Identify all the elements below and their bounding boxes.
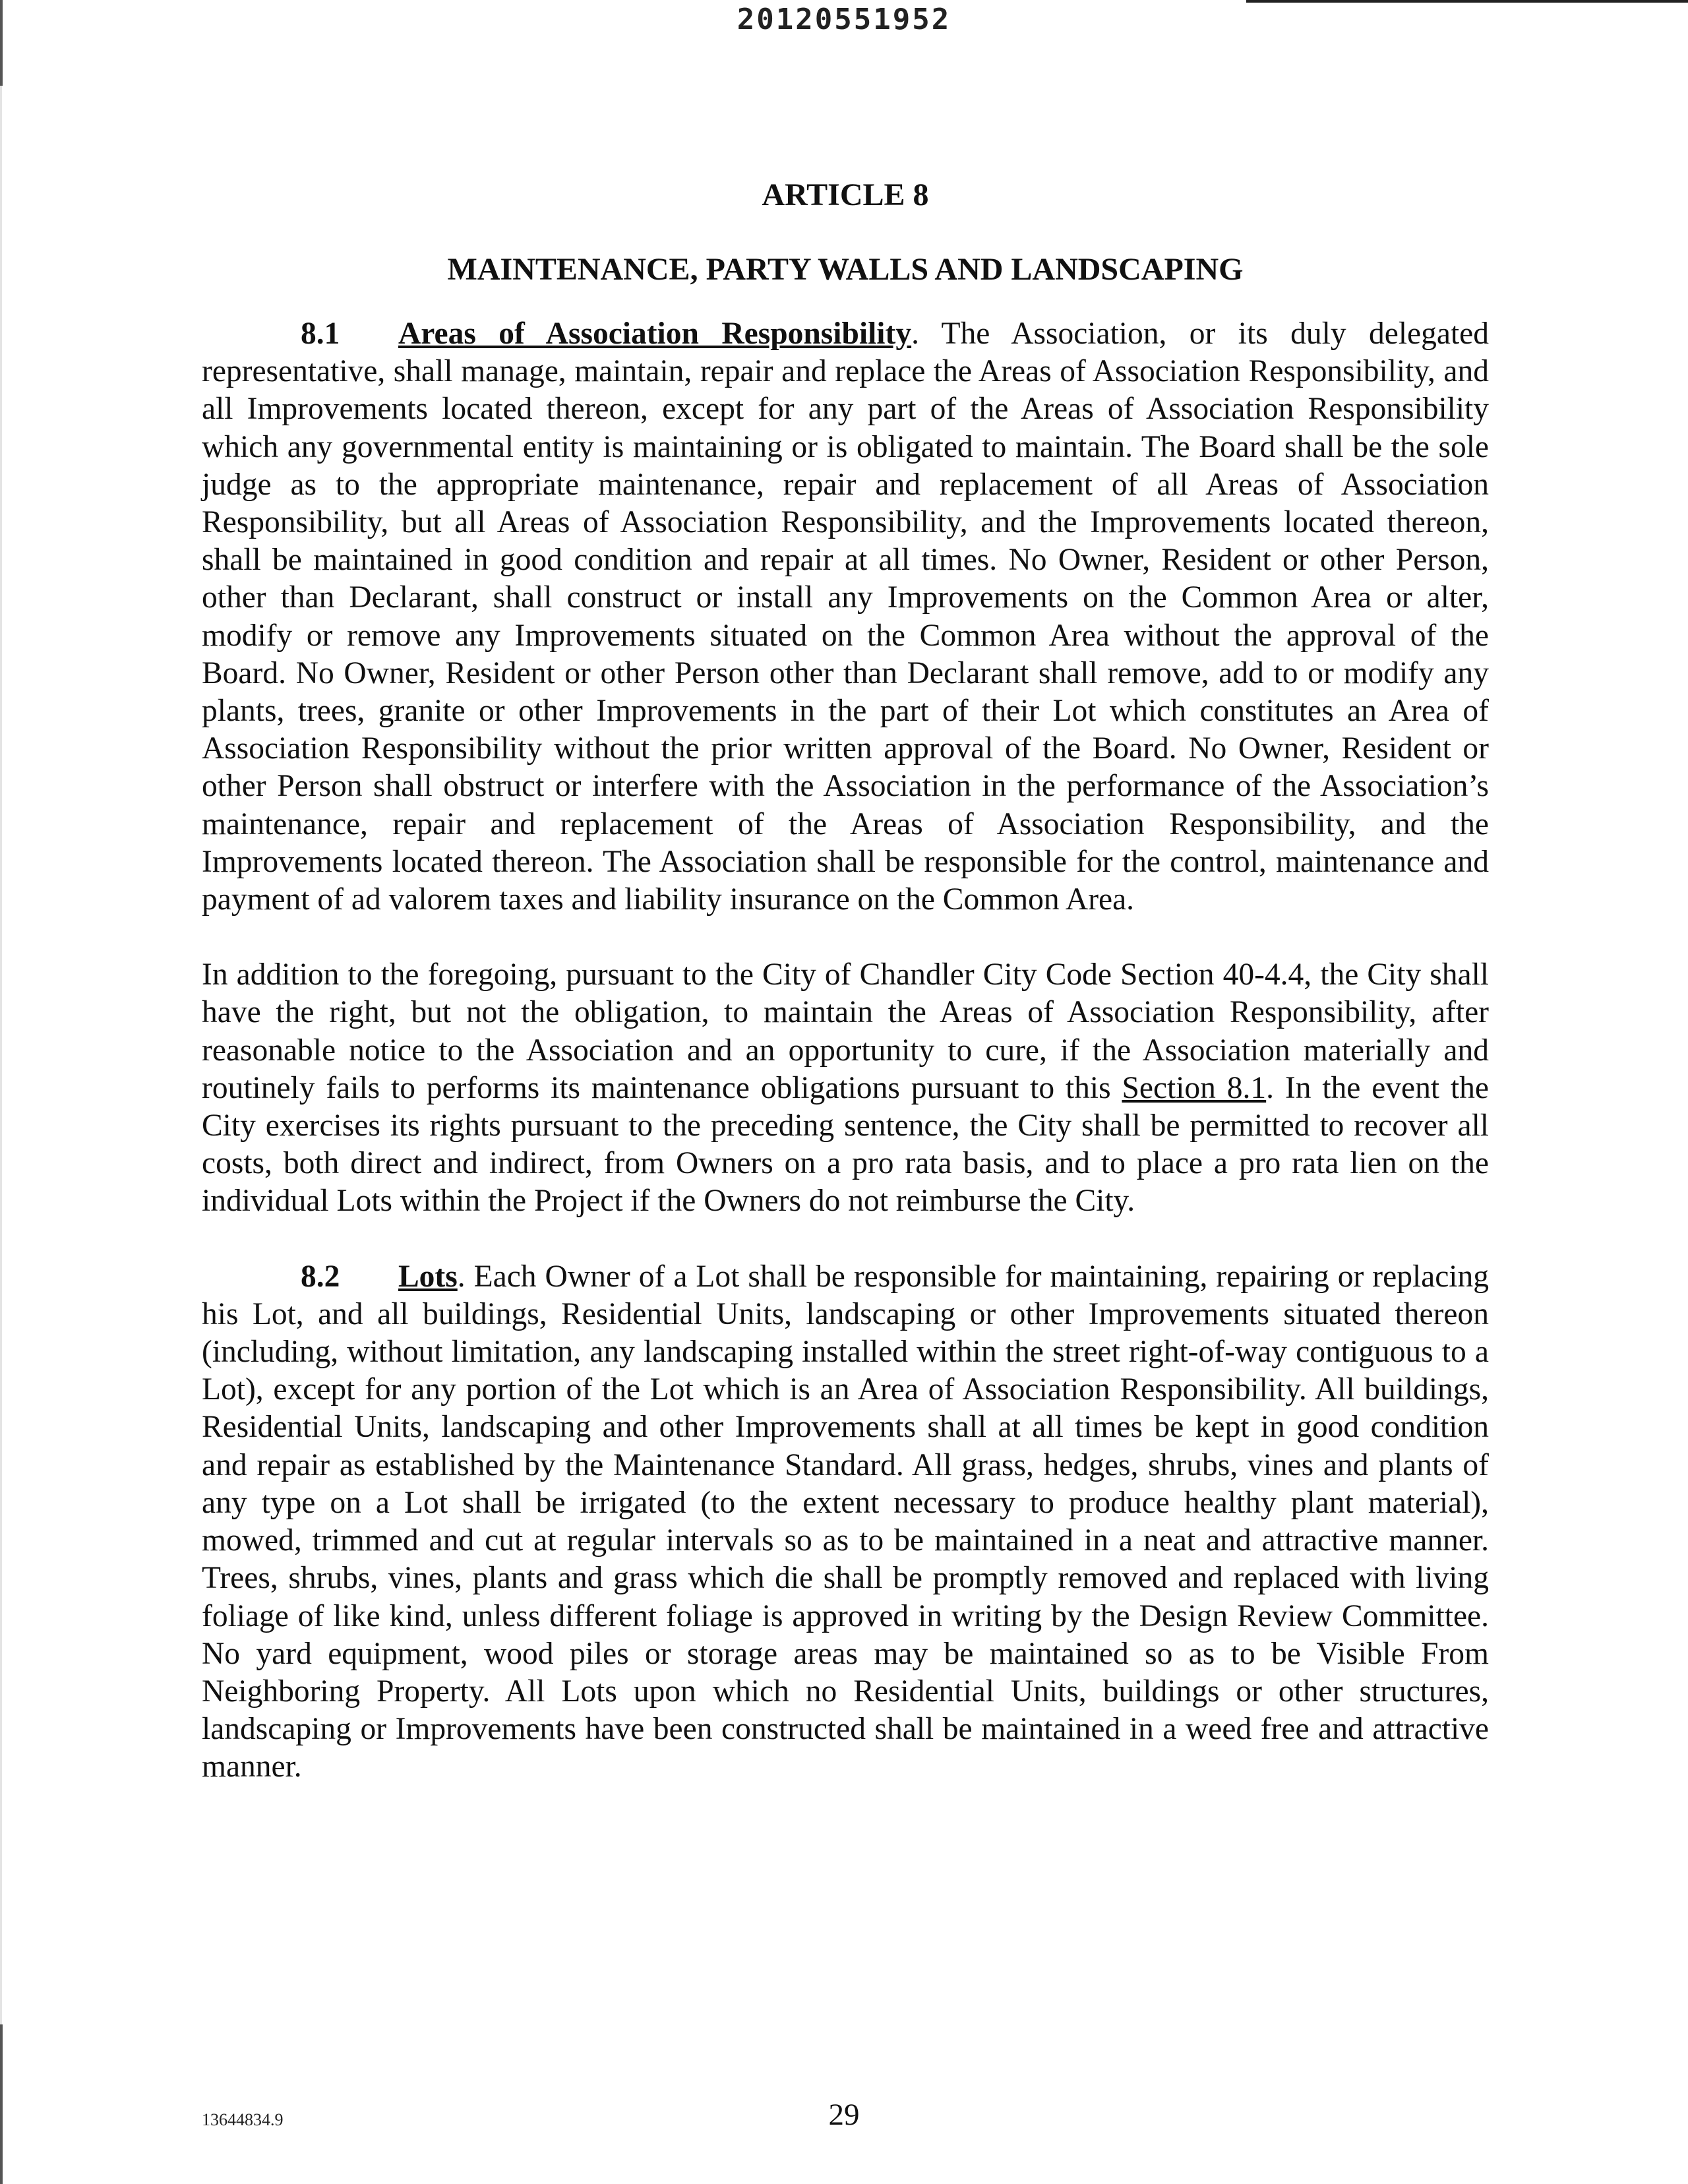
paragraph-text: In addition to the foregoing, pursuant to the City of Chandler City Code Section 40-4.4, the City shall have the right, but not the obligation, to maintain the Areas of Association Responsibility, after reasonable notice to the Association and an opportunity to cure, if the Association materially and routinely fails to performs its maintenance obligations pursuant to this xyxy=(202,957,1489,1105)
page-number: 29 xyxy=(828,2098,860,2132)
section-number: 8.1 xyxy=(301,317,340,351)
section-8-1-city-paragraph xyxy=(202,956,1489,1220)
section-heading: Areas of Association Responsibility xyxy=(398,317,912,351)
document-id: 13644834.9 xyxy=(202,2110,284,2129)
paragraph-text: . Each Owner of a Lot shall be responsible for maintaining, repairing or replacing his Lot, and all buildings, Residential Units, landscaping or other Improvements situated thereon (including, without limitation, any landscaping installed within the street right-of-way contiguous to a Lot), except for any portion of the Lot which is an Area of Association Responsibility. All buildings, Residential Units, landscaping and other Improvements shall at all times be kept in good condition and repair as established by the Maintenance Standard. All grass, hedges, shrubs, vines and plants of any type on a Lot shall be irrigated (to the extent necessary to produce healthy plant material), mowed, trimmed and cut at regular intervals so as to be maintained in a neat and attractive manner. Trees, shrubs, vines, plants and grass which die shall be promptly removed and replaced with living foliage of like kind, unless different foliage is approved in writing by the Design Review Committee. No yard equipment, wood piles or storage areas may be maintained so as to be Visible From Neighboring Property. All Lots upon which no Residential Units, buildings or other structures, landscaping or Improvements have been constructed shall be maintained in a weed free and attractive manner. xyxy=(202,1259,1489,1784)
section-number: 8.2 xyxy=(301,1259,340,1294)
scan-border-left xyxy=(0,0,2,2184)
paragraph-text: . In the event the City exercises its rights pursuant to the preceding sentence, the City shall be permitted to recover all costs, both direct and indirect, from Owners on a pro rata basis, and to place a pro rata lien on the individual Lots within the Project if the Owners do not reimburse the City. xyxy=(202,1070,1489,1219)
article-number: ARTICLE 8 xyxy=(762,177,929,212)
recording-number: 20120551952 xyxy=(737,3,951,36)
section-8-2-paragraph xyxy=(202,1258,1489,1786)
page-body xyxy=(202,177,1489,1786)
section-heading: Lots xyxy=(398,1259,458,1294)
article-title: MAINTENANCE, PARTY WALLS AND LANDSCAPING xyxy=(447,252,1244,287)
section-cross-reference: Section 8.1 xyxy=(1122,1070,1267,1105)
section-8-1-paragraph xyxy=(202,315,1489,919)
paragraph-text: . The Association, or its duly delegated representative, shall manage, maintain, repair and replace the Areas of Association Responsibility, and all Improvements located thereon, except for any part of the Areas of Association Responsibility which any governmental entity is maintaining or is obligated to maintain. The Board shall be the sole judge as to the appropriate maintenance, repair and replacement of all Areas of Association Responsibility, but all Areas of Association Responsibility, and the Improvements located thereon, shall be maintained in good condition and repair at all times. No Owner, Resident or other Person, other than Declarant, shall construct or install any Improvements on the Common Area or alter, modify or remove any Improvements situated on the Common Area without the approval of the Board. No Owner, Resident or other Person other than Declarant shall remove, add to or modify any plants, trees, granite or other Improvements in the part of their Lot which constitutes an Area of Association Responsibility without the prior written approval of the Board. No Owner, Resident or other Person shall obstruct or interfere with the Association in the performance of the Association’s maintenance, repair and replacement of the Areas of Association Responsibility, and the Improvements located thereon. The Association shall be responsible for the control, maintenance and payment of ad valorem taxes and liability insurance on the Common Area. xyxy=(202,317,1489,917)
